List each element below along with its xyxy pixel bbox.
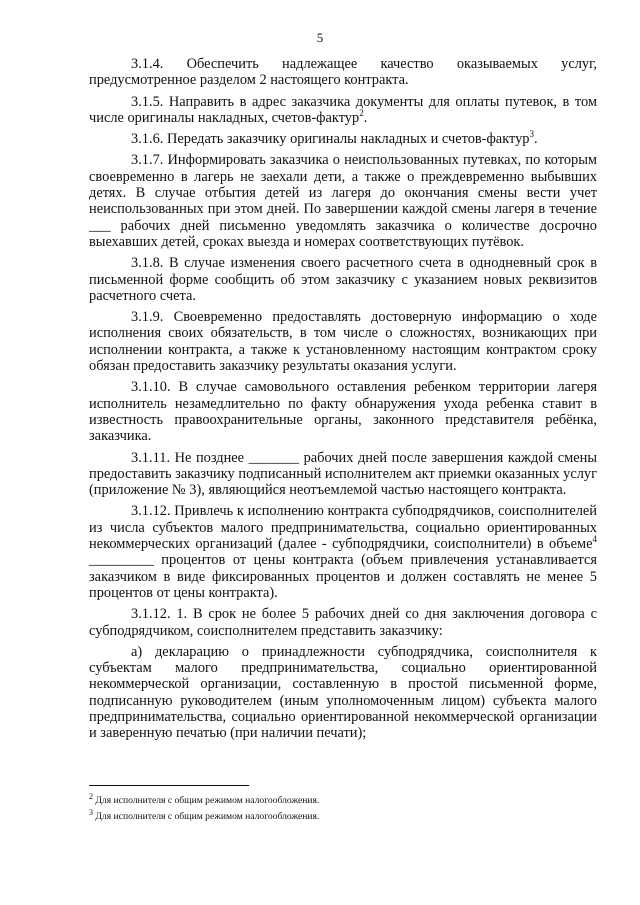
paragraph-3-1-12-1: 3.1.12. 1. В срок не более 5 рабочих дней со дня заключения договора с субподрядчиком, соисполнителем представить заказчику: [89, 606, 597, 639]
footnote-text: Для исполнителя с общим режимом налогообложения. [95, 811, 320, 823]
footnote-divider [89, 785, 249, 786]
document-body [89, 56, 597, 747]
paragraph-3-1-5: 3.1.5. Направить в адрес заказчика документы для оплаты путевок, в том числе оригиналы накладных, счетов-фактур$^2$. [89, 93, 597, 126]
paragraph-3-1-7: 3.1.7. Информировать заказчика о неиспользованных путевках, по которым своевременно в лагерь не заехали дети, а также о преждевременно выбывших детях. В случае отбытия детей из лагеря до окончания смены вести учет неиспользованных при этом дней. По завершении каждой смены лагеря в течение ___ рабочих дней письменно уведомлять заказчика о количестве досрочно выехавших детей, сроках выезда и номерах соответствующих путёвок. [89, 152, 597, 250]
footnotes [89, 791, 597, 823]
paragraph-3-1-4: 3.1.4. Обеспечить надлежащее качество оказываемых услуг, предусмотренное разделом 2 настоящего контракта. [89, 56, 597, 89]
footnote-text: Для исполнителя с общим режимом налогообложения. [95, 795, 320, 807]
footnote-mark: 3 [89, 808, 93, 818]
footnote-2 [89, 791, 597, 807]
footnote-ref-4[interactable]: 4 [592, 534, 597, 545]
footnote-3 [89, 807, 597, 823]
paragraph-item-a: а) декларацию о принадлежности субподрядчика, соисполнителя к субъектам малого предпринимательства, социально ориентированной некоммерческой организации, составленную в простой письменной форме, подписанную руководителем (иным уполномоченным лицом) субъекта малого предпринимательства, социально ориентированной некоммерческой организации и заверенную печатью (при наличии печати); [89, 643, 597, 742]
paragraph-3-1-10: 3.1.10. В случае самовольного оставления ребенком территории лагеря исполнитель незамедлительно по факту обнаружения ухода ребенка ставит в известность правоохранительные органы, законного представителя ребёнка, заказчика. [89, 379, 597, 445]
paragraph-3-1-8: 3.1.8. В случае изменения своего расчетного счета в однодневный срок в письменной форме сообщить об этом заказчику с указанием новых реквизитов расчетного счета. [89, 255, 597, 304]
footnote-ref-2[interactable]: 2 [359, 108, 364, 119]
paragraph-3-1-11: 3.1.11. Не позднее _______ рабочих дней после завершения каждой смены предоставить заказчику подписанный исполнителем акт приемки оказанных услуг (приложение № 3), являющийся неотъемлемой частью настоящего контракта. [89, 449, 597, 499]
footnote-mark: 2 [89, 792, 93, 801]
paragraph-3-1-6: 3.1.6. Передать заказчику оригиналы накладных и счетов-фактур$^3$. [131, 129, 538, 148]
paragraph-3-1-9: 3.1.9. Своевременно предоставлять достоверную информацию о ходе исполнения своих обязательств, в том числе о сложностях, возникающих при исполнении контракта, а также к установленному настоящим контрактом сроку обязан предоставить заказчику результаты оказания услуги. [89, 309, 597, 375]
paragraph-3-1-12: 3.1.12. Привлечь к исполнению контракта субподрядчиков, соисполнителей из числа субъектов малого предпринимательства, социально ориентированных некоммерческих организаций (далее - субподрядчики, соисполнители) в объеме$^4$ _________ процентов от цены контракта (объем привлечения устанавливается заказчиком в виде фиксированных процентов и должен составлять не менее 5 процентов от цены контракта). [89, 503, 597, 601]
footnote-ref-3[interactable]: 3 [529, 129, 534, 140]
page-number: 5 [316, 30, 324, 45]
